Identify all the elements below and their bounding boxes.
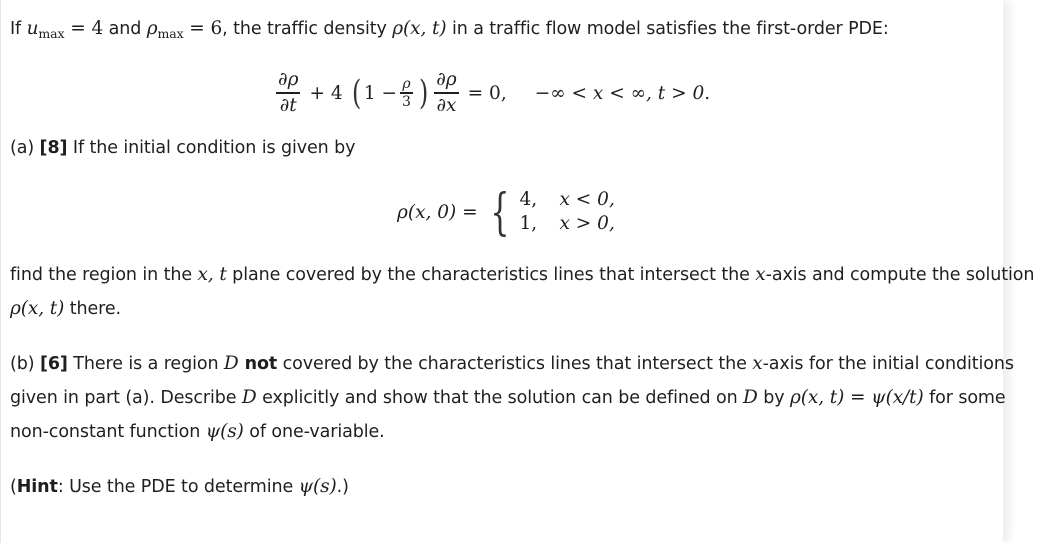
hint-text: : Use the PDE to determine [57,477,299,497]
pde-equation [273,60,710,126]
case-1-condition: x < 0, [559,189,615,210]
xt-plane-symbol: x, t [197,264,227,285]
x-axis-symbol: x [752,353,763,374]
right-paren: ) [418,73,429,113]
part-b-text: -axis for the initial conditions [762,354,1014,374]
part-b-text: given in part (a). Describe [10,388,242,408]
one-minus: 1 − [363,82,398,104]
region-d-symbol: D [223,353,239,374]
rho-max-value: = 6 [183,18,223,39]
hint-text: .) [336,477,349,497]
fraction-numerator: ∂ρ [436,69,457,91]
rho-max-symbol: ρ [146,18,158,39]
part-a-points: [8] [39,138,68,158]
initial-condition-equation [397,182,615,242]
find-line-2 [10,292,121,326]
part-a-label: (a) [10,138,40,158]
intro-text: , the traffic density [222,19,393,39]
fraction-numerator: ∂ρ [278,69,299,91]
part-b-text: for some [923,388,1006,408]
fraction-numerator: ρ [402,76,411,93]
region-d-symbol: D [743,387,758,408]
part-b-text: covered by the characteristics lines that intersect the [277,354,753,374]
partial-rho-t-fraction [276,68,300,117]
intro-text: in a traffic flow model satisfies the first-order PDE: [446,19,889,39]
case-2-value: 1, [519,213,538,234]
find-text: plane covered by the characteristics lines that intersect the [226,265,756,285]
part-a-text: If the initial condition is given by [67,138,356,158]
hint-open-paren: ( [10,477,17,497]
find-text: -axis and compute the solution [765,265,1035,285]
u-max-symbol: u [26,18,39,39]
part-b-not: not [238,354,278,374]
partial-rho-x-fraction [434,68,458,117]
find-line-1 [10,258,1034,292]
density-function: ρ(x, t) [392,18,447,39]
psi-function: ψ(s) [298,476,337,497]
psi-function: ψ(s) [205,421,244,442]
part-b-points: [6] [39,354,68,374]
region-d-symbol: D [241,387,257,408]
part-b-label: (b) [10,354,40,374]
part-b-line-3 [10,415,385,449]
part-b-line-2 [10,381,1006,415]
find-text: find the region in the [10,265,198,285]
intro-text: If [10,19,27,39]
part-a-line [10,131,355,165]
u-max-value: = 4 [64,18,104,39]
part-b-text: of one-variable. [243,422,385,442]
plus-four: + 4 [309,82,343,104]
density-function: ρ(x, t) [10,298,65,319]
part-b-text: by [757,388,790,408]
cases-table [519,188,614,236]
similarity-solution: ρ(x, t) = ψ(x/t) [789,387,924,408]
x-axis-symbol: x [755,264,766,285]
initial-condition-lhs: ρ(x, 0) = [397,201,478,223]
hint-line [10,470,349,504]
u-max-subscript: max [38,26,65,41]
pde-domain: −∞ < x < ∞, t > 0. [534,82,711,104]
part-b-text: explicitly and show that the solution can be defined on [256,388,744,408]
case-2-condition: x > 0, [559,213,615,234]
equals-zero: = 0, [467,82,507,104]
part-b-text: There is a region [67,354,224,374]
fraction-denominator: 3 [402,93,411,110]
fraction-denominator: ∂t [279,94,297,116]
rho-max-subscript: max [157,26,184,41]
fraction-denominator: ∂x [436,94,457,116]
intro-line [10,12,889,51]
intro-text: and [103,19,147,39]
rho-over-three-fraction [400,76,413,109]
left-brace: { [490,183,510,241]
left-paren: ( [351,73,361,113]
find-text: there. [64,299,121,319]
case-1-value: 4, [519,189,538,210]
hint-label: Hint [16,477,58,497]
part-b-line-1 [10,347,1014,381]
part-b-text: non-constant function [10,422,206,442]
